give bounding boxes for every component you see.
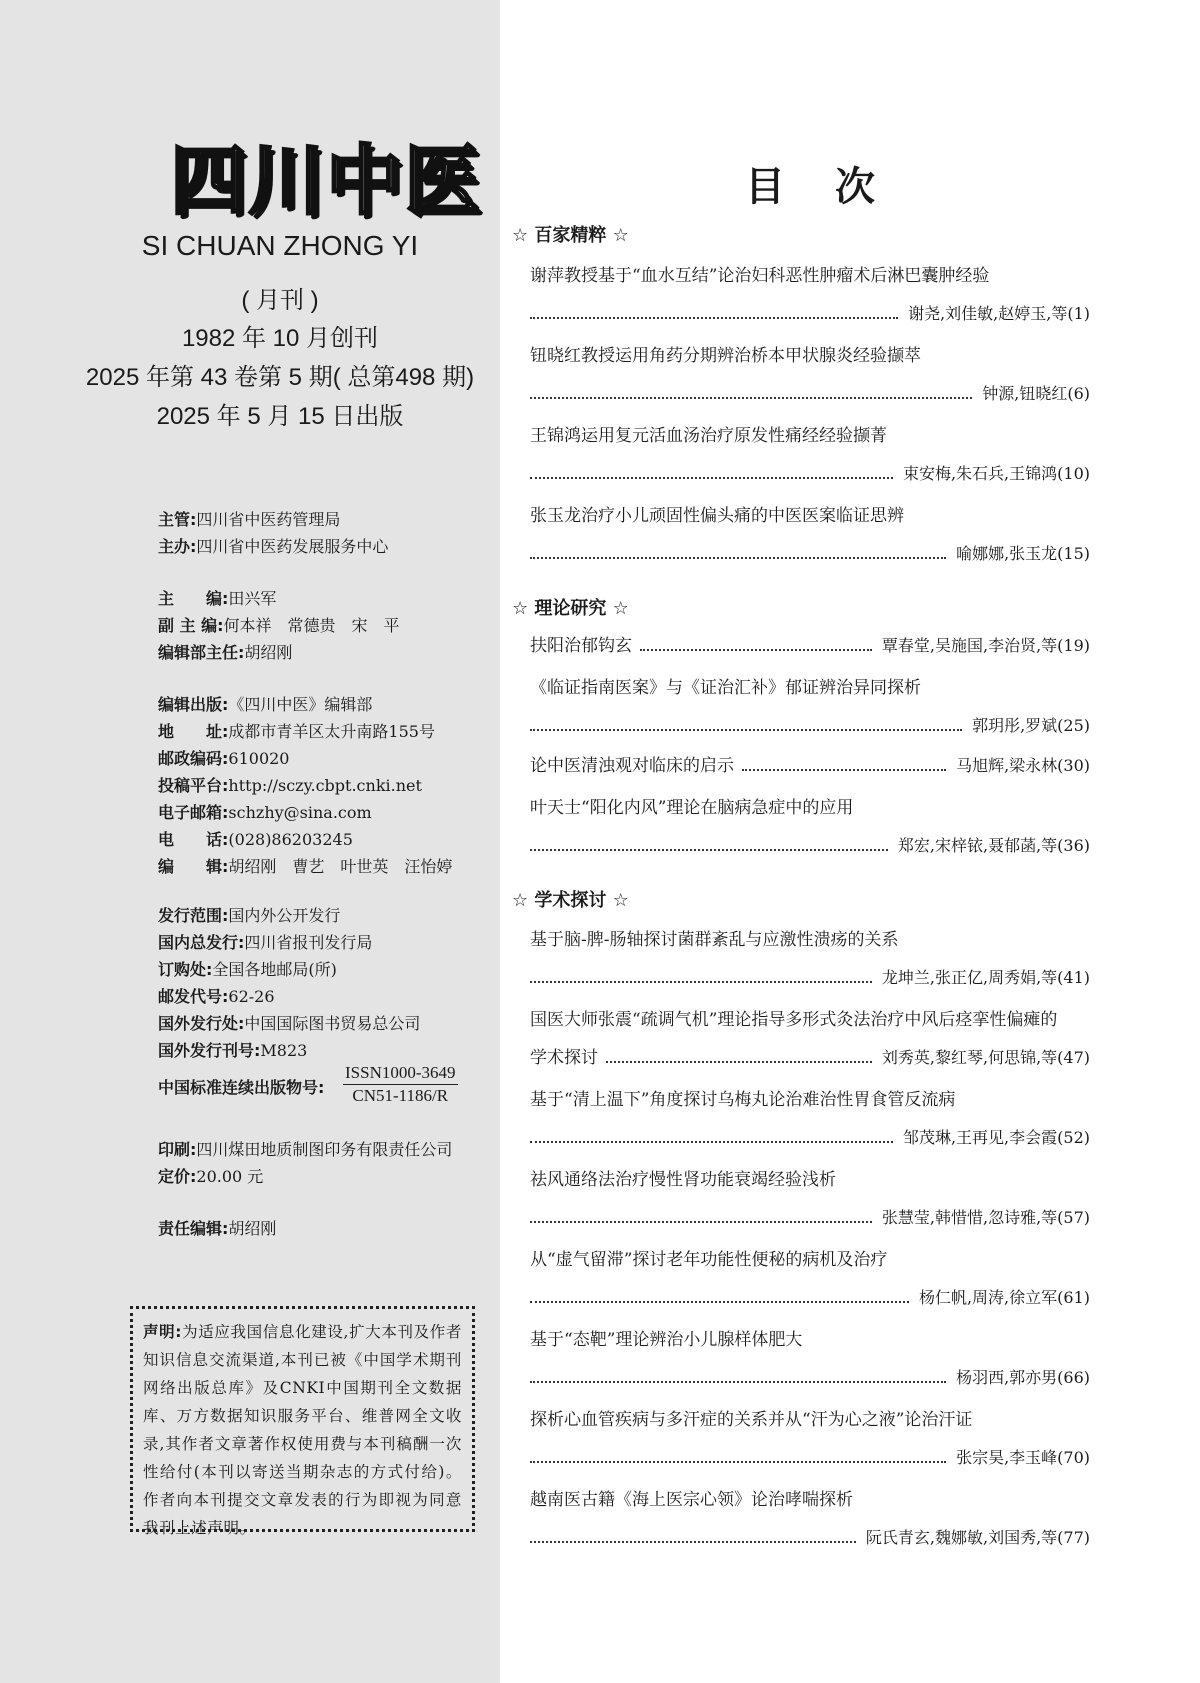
article-authors: 张宗昊,李玉峰(70) xyxy=(956,1448,1090,1467)
article-byline xyxy=(530,460,1090,484)
article-title[interactable]: 论中医清浊观对临床的启示 xyxy=(530,756,734,776)
info-postal-code: 邮发代号:62-26 xyxy=(158,987,275,1006)
journal-logo-title: 四川中医 xyxy=(170,136,482,225)
volume-issue: 2025 年第 43 卷第 5 期( 总第498 期) xyxy=(85,364,475,391)
info-sponsor: 主办:四川省中医药发展服务中心 xyxy=(158,537,389,556)
info-distribution-scope: 发行范围:国内外公开发行 xyxy=(158,906,341,925)
article-byline xyxy=(530,1124,1090,1148)
section-title: ☆ 理论研究 ☆ xyxy=(512,598,629,619)
article-authors: 喻娜娜,张玉龙(15) xyxy=(956,544,1090,563)
info-price: 定价:20.00 元 xyxy=(158,1167,264,1186)
article-authors: 郭玥彤,罗斌(25) xyxy=(972,716,1090,735)
info-printer: 印刷:四川煤田地质制图印务有限责任公司 xyxy=(158,1140,453,1159)
article-authors: 马旭辉,梁永林(30) xyxy=(956,756,1090,775)
article-byline xyxy=(530,832,1090,856)
article-title[interactable]: 王锦鸿运用复元活血汤治疗原发性痛经经验撷菁 xyxy=(530,426,887,446)
info-responsible-editor: 责任编辑:胡绍刚 xyxy=(158,1219,277,1238)
article-byline xyxy=(530,1444,1090,1468)
publication-date: 2025 年 5 月 15 日出版 xyxy=(156,403,404,430)
article-authors: 谢尧,刘佳敏,赵婷玉,等(1) xyxy=(908,304,1090,323)
info-address: 地 址:成都市青羊区太升南路155号 xyxy=(158,722,435,741)
info-supervisor: 主管:四川省中医药管理局 xyxy=(158,510,341,529)
section-title: ☆ 百家精粹 ☆ xyxy=(512,225,629,246)
article-authors: 阮氏青玄,魏娜敏,刘国秀,等(77) xyxy=(865,1528,1090,1547)
article-title[interactable]: 越南医古籍《海上医宗心领》论治哮喘探析 xyxy=(530,1490,853,1510)
article-title[interactable]: 国医大师张震“疏调气机”理论指导多形式灸法治疗中风后痉挛性偏瘫的 xyxy=(530,1010,1058,1030)
article-single-line[interactable] xyxy=(530,632,1090,656)
founded-date: 1982 年 10 月创刊 xyxy=(181,325,379,352)
article-title[interactable]: 基于“清上温下”角度探讨乌梅丸论治难治性胃食管反流病 xyxy=(530,1090,956,1110)
info-phone: 电 话:(028)86203245 xyxy=(158,830,353,849)
info-overseas-code: 国外发行刊号:M823 xyxy=(158,1041,308,1060)
article-single-line[interactable] xyxy=(530,752,1090,776)
article-authors: 钟源,钮晓红(6) xyxy=(982,384,1090,403)
cn-number: CN51-1186/R xyxy=(352,1086,449,1105)
article-title[interactable]: 探析心血管疾病与多汗症的关系并从“汗为心之液”论治汗证 xyxy=(530,1410,973,1430)
issn-number: ISSN1000-3649 xyxy=(343,1063,458,1085)
article-title[interactable]: 钮晓红教授运用角药分期辨治桥本甲状腺炎经验撷萃 xyxy=(530,346,921,366)
article-authors: 覃春堂,吴施国,李治贤,等(19) xyxy=(881,636,1090,655)
frequency: ( 月刊 ) xyxy=(241,287,319,314)
info-postcode: 邮政编码:610020 xyxy=(158,749,290,768)
article-byline xyxy=(530,1204,1090,1228)
article-byline xyxy=(530,1524,1090,1548)
info-submission-platform: 投稿平台:http://sczy.cbpt.cnki.net xyxy=(158,776,422,795)
section-title: ☆ 学术探讨 ☆ xyxy=(512,890,629,911)
article-title[interactable]: 从“虚气留滞”探讨老年功能性便秘的病机及治疗 xyxy=(530,1250,888,1270)
info-publisher: 编辑出版:《四川中医》编辑部 xyxy=(158,695,373,714)
article-byline xyxy=(530,300,1090,324)
article-title[interactable]: 叶天士“阳化内风”理论在脑病急症中的应用 xyxy=(530,798,854,818)
issn-numbers xyxy=(343,1063,458,1106)
article-single-line[interactable] xyxy=(530,1044,1090,1068)
article-authors: 杨仁帆,周涛,徐立军(61) xyxy=(918,1288,1090,1307)
article-byline xyxy=(530,1364,1090,1388)
info-email: 电子邮箱:schzhy@sina.com xyxy=(158,803,372,822)
article-byline xyxy=(530,964,1090,988)
info-editors: 编 辑:胡绍刚 曹艺 叶世英 汪怡婷 xyxy=(158,857,453,876)
copyright-notice xyxy=(130,1306,475,1537)
article-title[interactable]: 扶阳治郁钩玄 xyxy=(530,636,632,656)
article-authors: 龙坤兰,张正亿,周秀娟,等(41) xyxy=(881,968,1090,987)
article-authors: 刘秀英,黎红琴,何思锦,等(47) xyxy=(881,1048,1090,1067)
info-editor-in-chief: 主 编:田兴军 xyxy=(158,589,277,608)
article-authors: 束安梅,朱石兵,王锦鸿(10) xyxy=(902,464,1090,483)
info-deputy-editors: 副 主 编:何本祥 常德贵 宋 平 xyxy=(158,616,400,635)
issn-label: 中国标准连续出版物号: xyxy=(158,1078,325,1097)
article-byline xyxy=(530,712,1090,736)
article-authors: 张慧莹,韩惜惜,忽诗雅,等(57) xyxy=(881,1208,1090,1227)
article-authors: 郑宏,宋梓铱,聂郁菡,等(36) xyxy=(897,836,1090,855)
article-authors: 杨羽西,郭亦男(66) xyxy=(956,1368,1090,1387)
article-byline xyxy=(530,380,1090,404)
info-overseas-distributor: 国外发行处:中国国际图书贸易总公司 xyxy=(158,1014,421,1033)
notice-text: 为适应我国信息化建设,扩大本刊及作者知识信息交流渠道,本刊已被《中国学术期刊网络出版总库》及CNKI中国期刊全文数据库、万方数据知识服务平台、维普网全文收录,其作者文章著作权使用费与本刊稿酬一次性给付(本刊以寄送当期杂志的方式付给)。作者向本刊提交文章发表的行为即视为同意我刊上述声明。 xyxy=(143,1323,462,1537)
journal-pinyin-title: SI CHUAN ZHONG YI xyxy=(141,230,419,261)
notice-label: 声明: xyxy=(143,1323,183,1341)
article-title[interactable]: 祛风通络法治疗慢性肾功能衰竭经验浅析 xyxy=(530,1170,836,1190)
article-title[interactable]: 《临证指南医案》与《证治汇补》郁证辨治异同探析 xyxy=(530,678,921,698)
info-domestic-distributor: 国内总发行:四川省报刊发行局 xyxy=(158,933,373,952)
article-title[interactable]: 基于脑-脾-肠轴探讨菌群紊乱与应激性溃疡的关系 xyxy=(530,930,899,950)
article-title[interactable]: 基于“态靶”理论辨治小儿腺样体肥大 xyxy=(530,1330,803,1350)
article-byline xyxy=(530,1284,1090,1308)
article-title[interactable]: 谢萍教授基于“血水互结”论治妇科恶性肿瘤术后淋巴囊肿经验 xyxy=(530,266,990,286)
article-title[interactable]: 张玉龙治疗小儿顽固性偏头痛的中医医案临证思辨 xyxy=(530,506,904,526)
article-authors: 邹茂琳,王再见,李会霞(52) xyxy=(902,1128,1090,1147)
info-office-director: 编辑部主任:胡绍刚 xyxy=(158,643,293,662)
article-byline xyxy=(530,540,1090,564)
article-title-continued[interactable]: 学术探讨 xyxy=(530,1048,598,1068)
toc-heading: 目次 xyxy=(745,164,925,210)
info-subscription: 订购处:全国各地邮局(所) xyxy=(158,960,337,979)
